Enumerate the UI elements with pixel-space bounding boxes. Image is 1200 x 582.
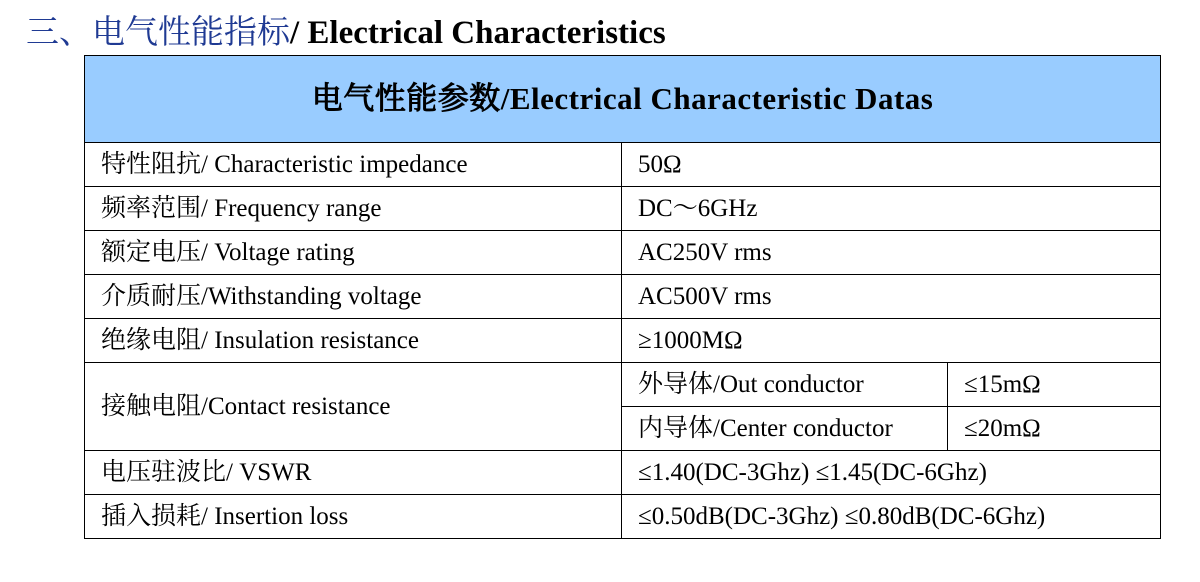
sub-label-center: 内导体/Center conductor bbox=[622, 407, 948, 451]
section-heading-en: / Electrical Characteristics bbox=[290, 15, 666, 51]
row-label: 电压驻波比/ VSWR bbox=[85, 451, 622, 495]
table-header-row bbox=[85, 56, 1161, 143]
row-label: 介质耐压/Withstanding voltage bbox=[85, 275, 622, 319]
table-title: 电气性能参数/Electrical Characteristic Datas bbox=[85, 56, 1161, 143]
table-row bbox=[85, 495, 1161, 539]
row-value: ≥1000MΩ bbox=[622, 319, 1161, 363]
row-label: 特性阻抗/ Characteristic impedance bbox=[85, 143, 622, 187]
section-heading-cn: 三、电气性能指标 bbox=[26, 12, 290, 51]
row-label: 插入损耗/ Insertion loss bbox=[85, 495, 622, 539]
electrical-spec-table bbox=[84, 55, 1161, 539]
row-value: DC～6GHz bbox=[622, 187, 1161, 231]
row-value: AC500V rms bbox=[622, 275, 1161, 319]
row-value: 50Ω bbox=[622, 143, 1161, 187]
table-row bbox=[85, 363, 1161, 407]
sub-value-outer: ≤15mΩ bbox=[948, 363, 1161, 407]
contact-resistance-label: 接触电阻/Contact resistance bbox=[85, 363, 622, 451]
row-label: 绝缘电阻/ Insulation resistance bbox=[85, 319, 622, 363]
sub-label-outer: 外导体/Out conductor bbox=[622, 363, 948, 407]
row-label: 频率范围/ Frequency range bbox=[85, 187, 622, 231]
table-row bbox=[85, 143, 1161, 187]
table-row bbox=[85, 231, 1161, 275]
table-row bbox=[85, 275, 1161, 319]
row-value: ≤1.40(DC-3Ghz) ≤1.45(DC-6Ghz) bbox=[622, 451, 1161, 495]
row-value: ≤0.50dB(DC-3Ghz) ≤0.80dB(DC-6Ghz) bbox=[622, 495, 1161, 539]
row-label: 额定电压/ Voltage rating bbox=[85, 231, 622, 275]
table-row bbox=[85, 187, 1161, 231]
section-heading bbox=[26, 10, 666, 55]
sub-value-center: ≤20mΩ bbox=[948, 407, 1161, 451]
row-value: AC250V rms bbox=[622, 231, 1161, 275]
table-row bbox=[85, 451, 1161, 495]
table-row bbox=[85, 319, 1161, 363]
